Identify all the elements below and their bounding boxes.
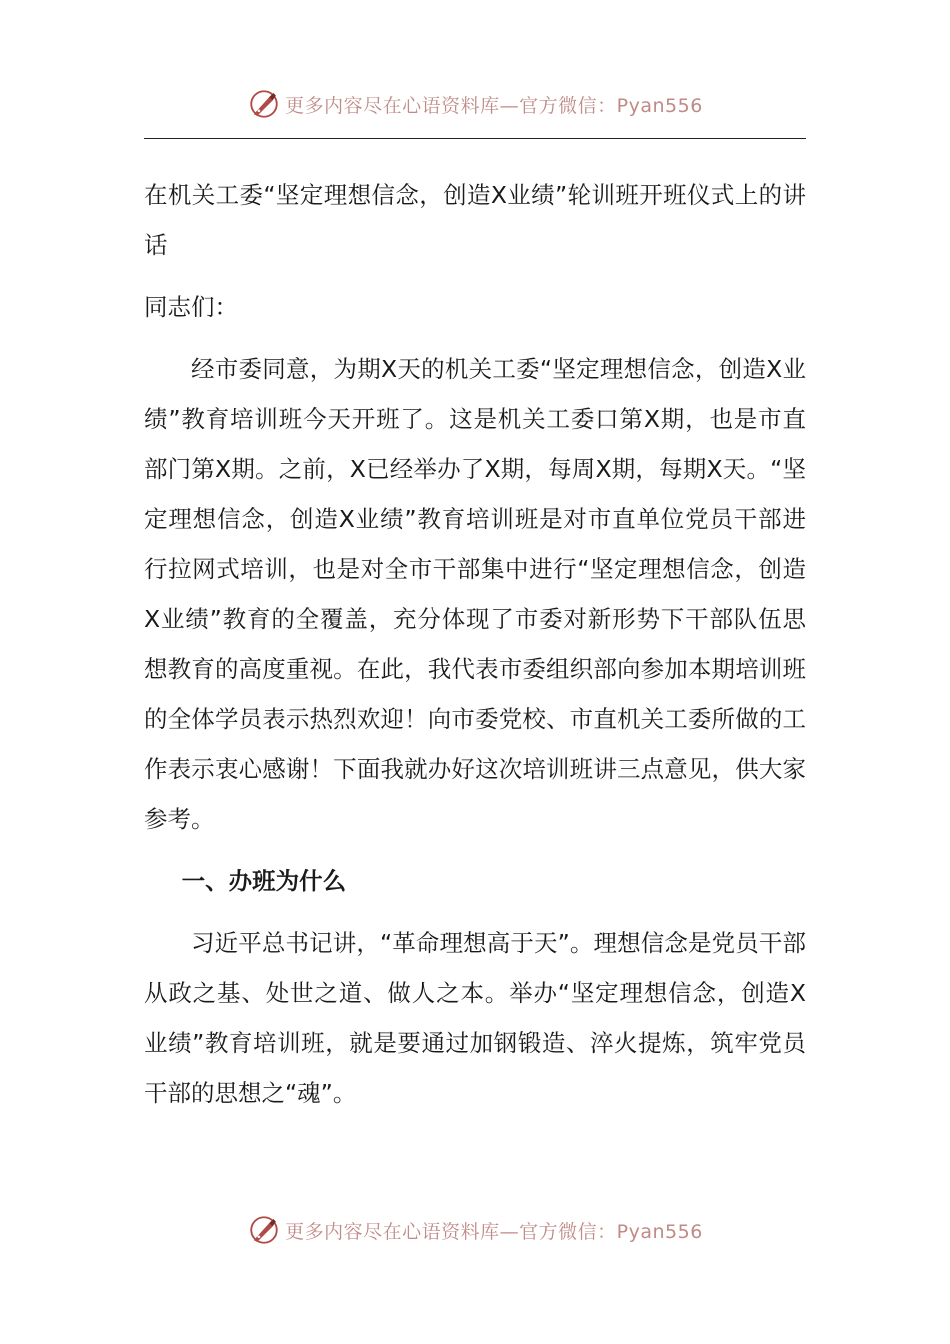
document-body xyxy=(144,170,806,1118)
header-divider xyxy=(144,138,806,139)
section-heading: 一、办班为什么 xyxy=(181,867,347,895)
watermark-wechat-id: Pyan556 xyxy=(616,94,703,117)
watermark-wechat-id: Pyan556 xyxy=(616,1220,703,1243)
body-paragraph: 习近平总书记讲，“革命理想高于天”。理想信念是党员干部从政之基、处世之道、做人之本。举办“坚定理想信念，创造X业绩”教育培训班，就是要通过加钢锻造、淬火提炼，筑牢党员干部的思想之“魂”。 xyxy=(144,929,806,1107)
header-watermark xyxy=(0,82,950,126)
salutation: 同志们： xyxy=(144,293,238,321)
footer-watermark xyxy=(0,1208,950,1252)
watermark-text: 更多内容尽在心语资料库—官方微信：Pyan556 xyxy=(285,94,703,117)
pen-nib-circle-icon xyxy=(247,87,281,121)
body-paragraph: 经市委同意，为期X天的机关工委“坚定理想信念，创造X业绩”教育培训班今天开班了。这是机关工委口第X期，也是市直部门第X期。之前，X已经举办了X期，每周X期，每期X天。“坚定理想信念，创造X业绩”教育培训班是对市直单位党员干部进行拉网式培训，也是对全市干部集中进行“坚定理想信念，创造X业绩”教育的全覆盖，充分体现了市委对新形势下干部队伍思想教育的高度重视。在此，我代表市委组织部向参加本期培训班的全体学员表示热烈欢迎！向市委党校、市直机关工委所做的工作表示衷心感谢！下面我就办好这次培训班讲三点意见，供大家参考。 xyxy=(144,355,806,833)
watermark-text: 更多内容尽在心语资料库—官方微信：Pyan556 xyxy=(285,1220,703,1243)
document-title: 在机关工委“坚定理想信念，创造X业绩”轮训班开班仪式上的讲话 xyxy=(144,181,806,259)
pen-nib-circle-icon xyxy=(247,1213,281,1247)
